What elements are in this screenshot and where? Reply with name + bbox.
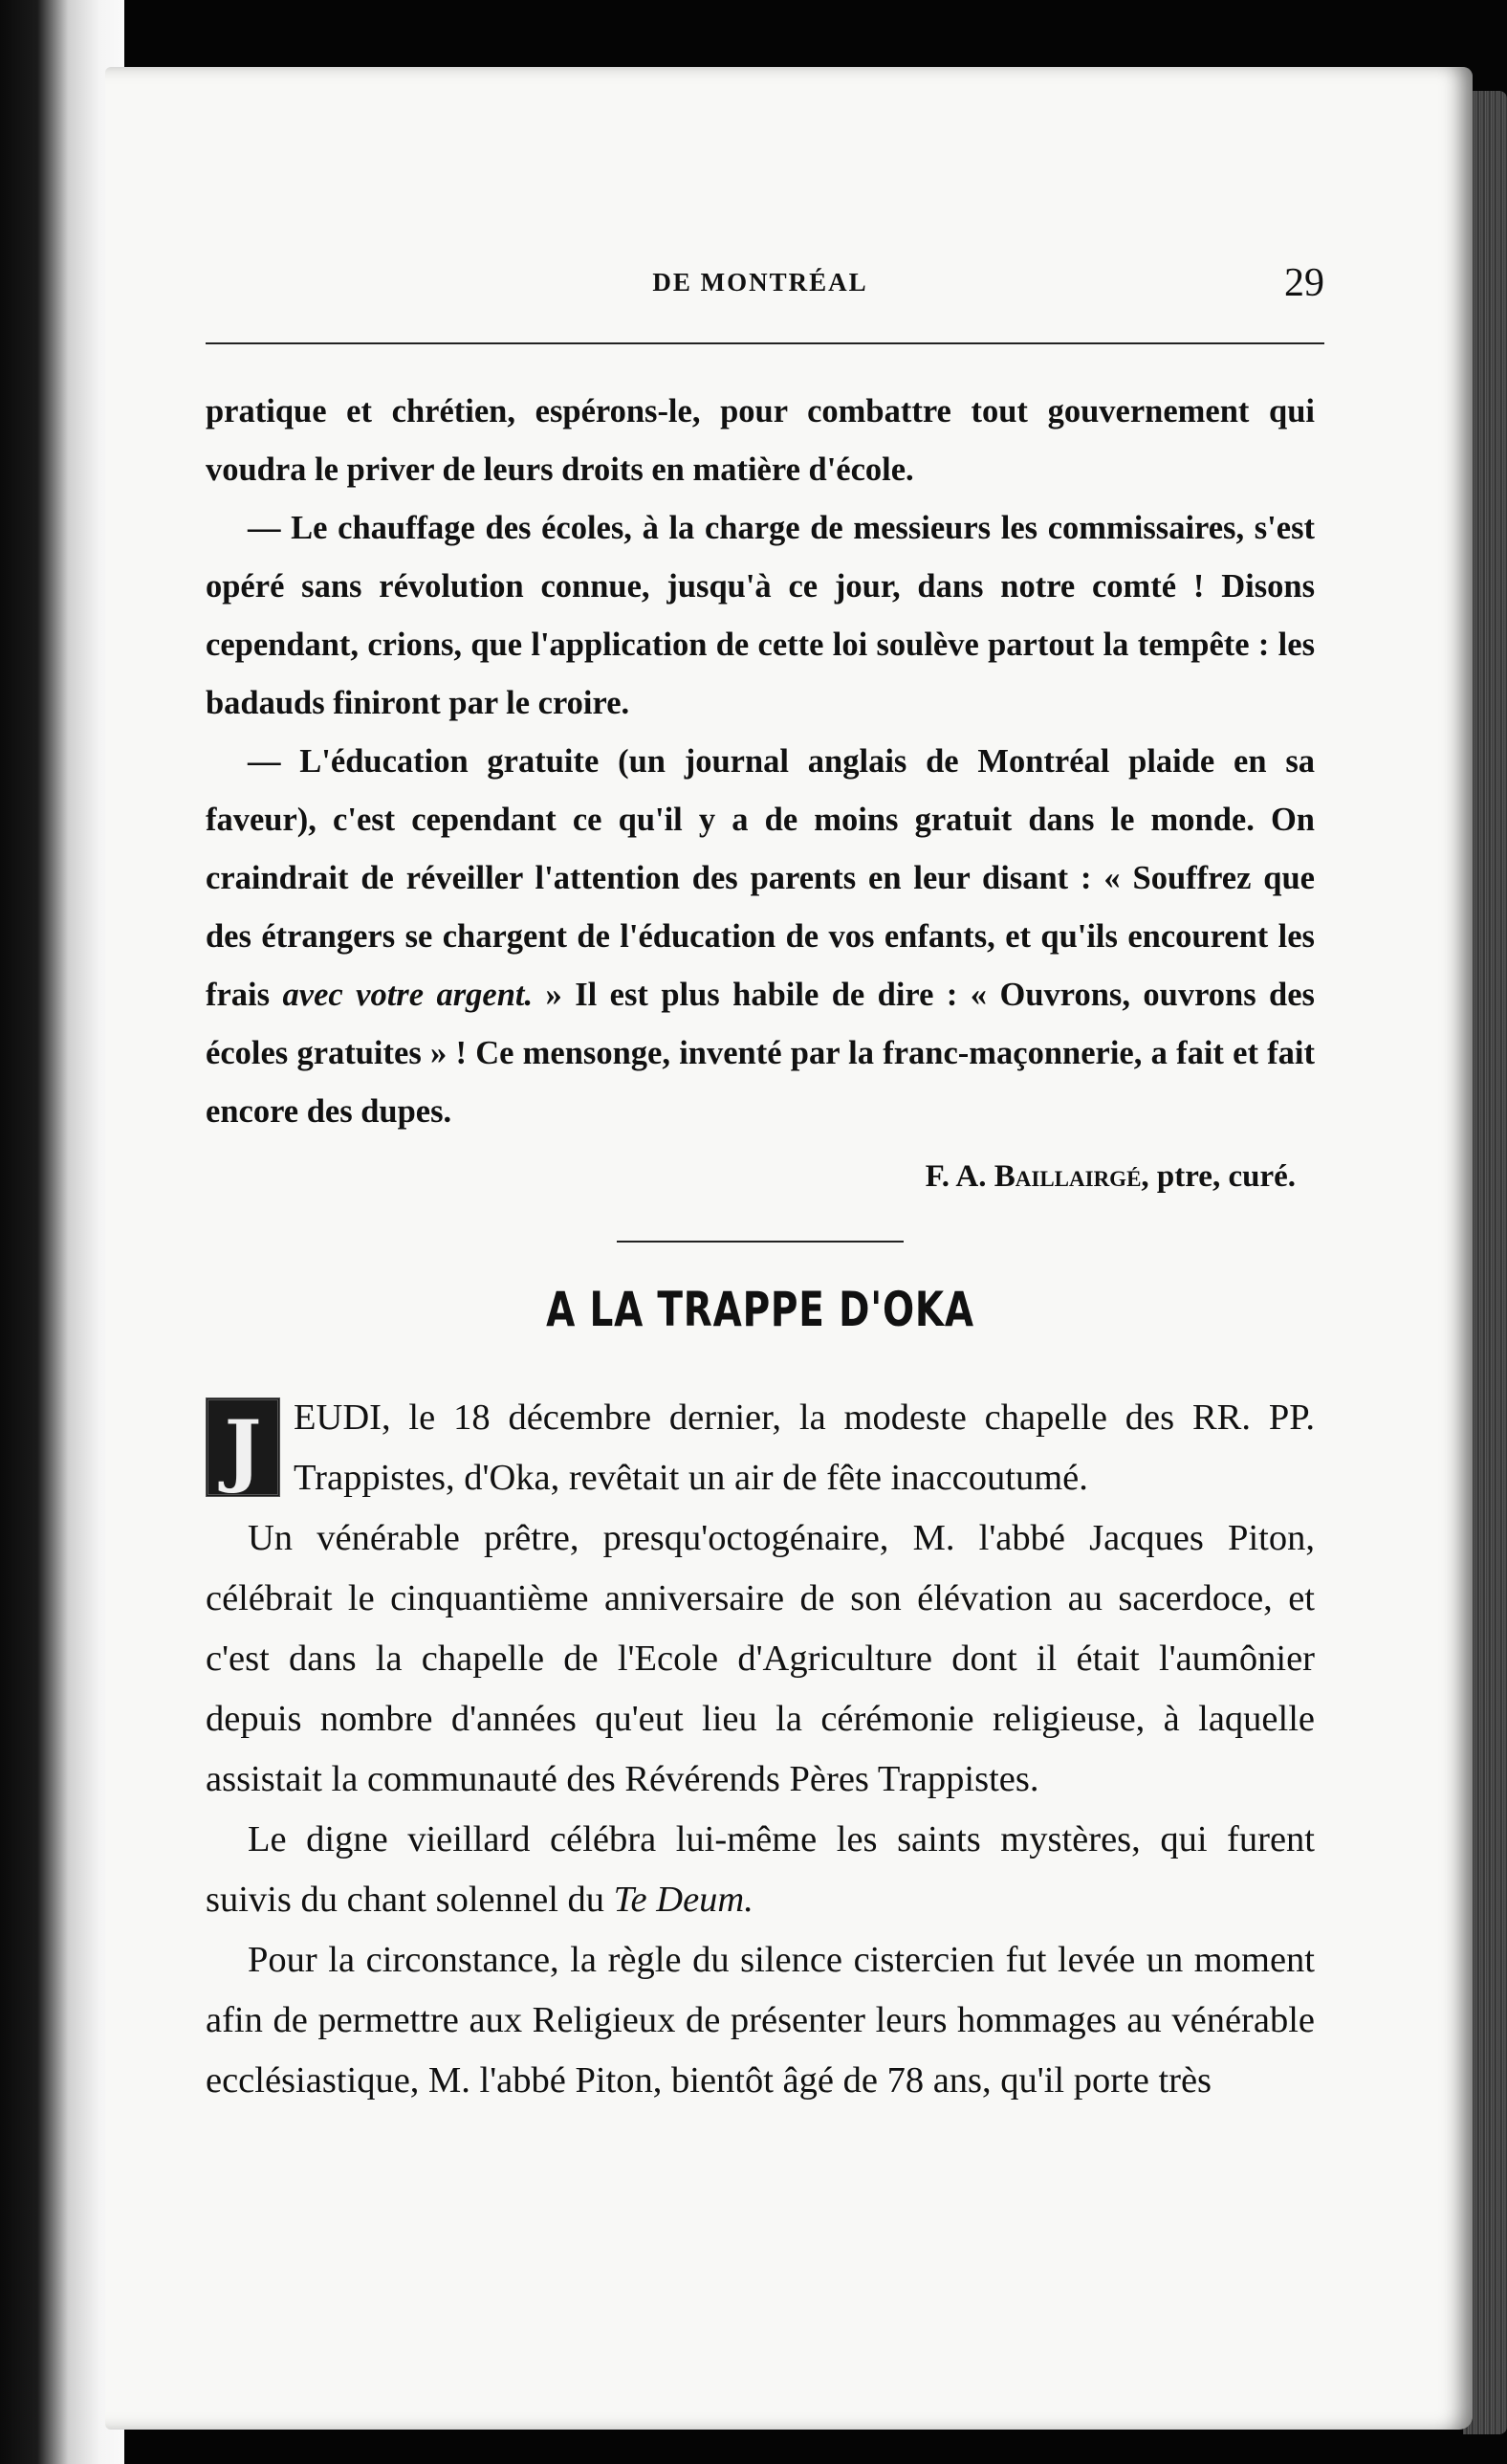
signature-initials: F. A. <box>925 1159 994 1194</box>
letter-paragraph-2: — Le chauffage des écoles, à la charge de messieurs les commissaires, s'est opéré sans révolution connue, jusqu'à ce jour, dans notre comté ! Disons cependant, crions, que l'application de cette loi soulève partout la tempête : les badauds finiront par le croire. <box>206 510 1315 721</box>
header-rule <box>206 342 1324 344</box>
article-paragraph-2: Un vénérable prêtre, presqu'octogénaire, M. l'abbé Jacques Piton, célébrait le cinquantième anniversaire de son élévation au sacerdoce, et c'est dans la chapelle de l'Ecole d'Agriculture dont il était l'aumônier depuis nombre d'années qu'eut lieu la cérémonie religieuse, à laquelle assistait la communauté des Révérends Pères Trappistes. <box>206 1518 1315 1799</box>
letter-paragraph-1: pratique et chrétien, espérons-le, pour combattre tout gouvernement qui voudra le priver de leurs droits en matière d'école. <box>206 393 1315 488</box>
article-paragraph-1: EUDI, le 18 décembre dernier, la modeste chapelle des RR. PP. Trappistes, d'Oka, revêtait un air de fête inaccoutumé. <box>294 1397 1315 1498</box>
section-divider <box>617 1241 904 1243</box>
letter-paragraph-3-start: — L'éducation gratuite (un journal anglais de Montréal plaide en sa faveur), c'est cependant ce qu'il y a de moins gratuit dans le monde. On craindrait de réveiller l'attention des parents en leur disant : « Souffrez que des étrangers se chargent de l'éducation de vos enfants, et qu'ils encourent les frais <box>206 743 1315 1013</box>
letter-paragraph-3-end: » Il est plus habile de dire : « Ouvrons, ouvrons des écoles gratuites » ! Ce mensonge, inventé par la franc-maçonnerie, a fait et fait encore des dupes. <box>206 977 1315 1130</box>
signature-name: Baillairgé <box>994 1159 1142 1194</box>
drop-cap: J <box>206 1397 280 1497</box>
article-title: A LA TRAPPE D'OKA <box>546 1282 974 1337</box>
article-paragraph-3-start: Le digne vieillard célébra lui-même les saints mystères, qui furent suivis du chant solennel du <box>206 1819 1315 1920</box>
page-content <box>206 258 1324 2111</box>
signature <box>206 1153 1296 1200</box>
running-head <box>206 258 1324 316</box>
article-opening <box>206 1388 1315 1508</box>
article-paragraph-3 <box>206 1810 1315 1930</box>
running-title: DE MONTRÉAL <box>652 268 868 297</box>
article-paragraph-4: Pour la circonstance, la règle du silence cistercien fut levée un moment afin de permettre aux Religieux de présenter leurs hommages au vénérable ecclésiastique, M. l'abbé Piton, bientôt âgé de 78 ans, qu'il porte très <box>206 1940 1315 2101</box>
page-number: 29 <box>1284 261 1324 305</box>
letter-paragraph-3-italic: avec votre argent. <box>282 977 534 1013</box>
signature-title: , ptre, curé. <box>1141 1159 1296 1194</box>
letter-paragraph-3 <box>206 733 1315 1141</box>
article-paragraph-3-italic: Te Deum. <box>613 1880 754 1920</box>
